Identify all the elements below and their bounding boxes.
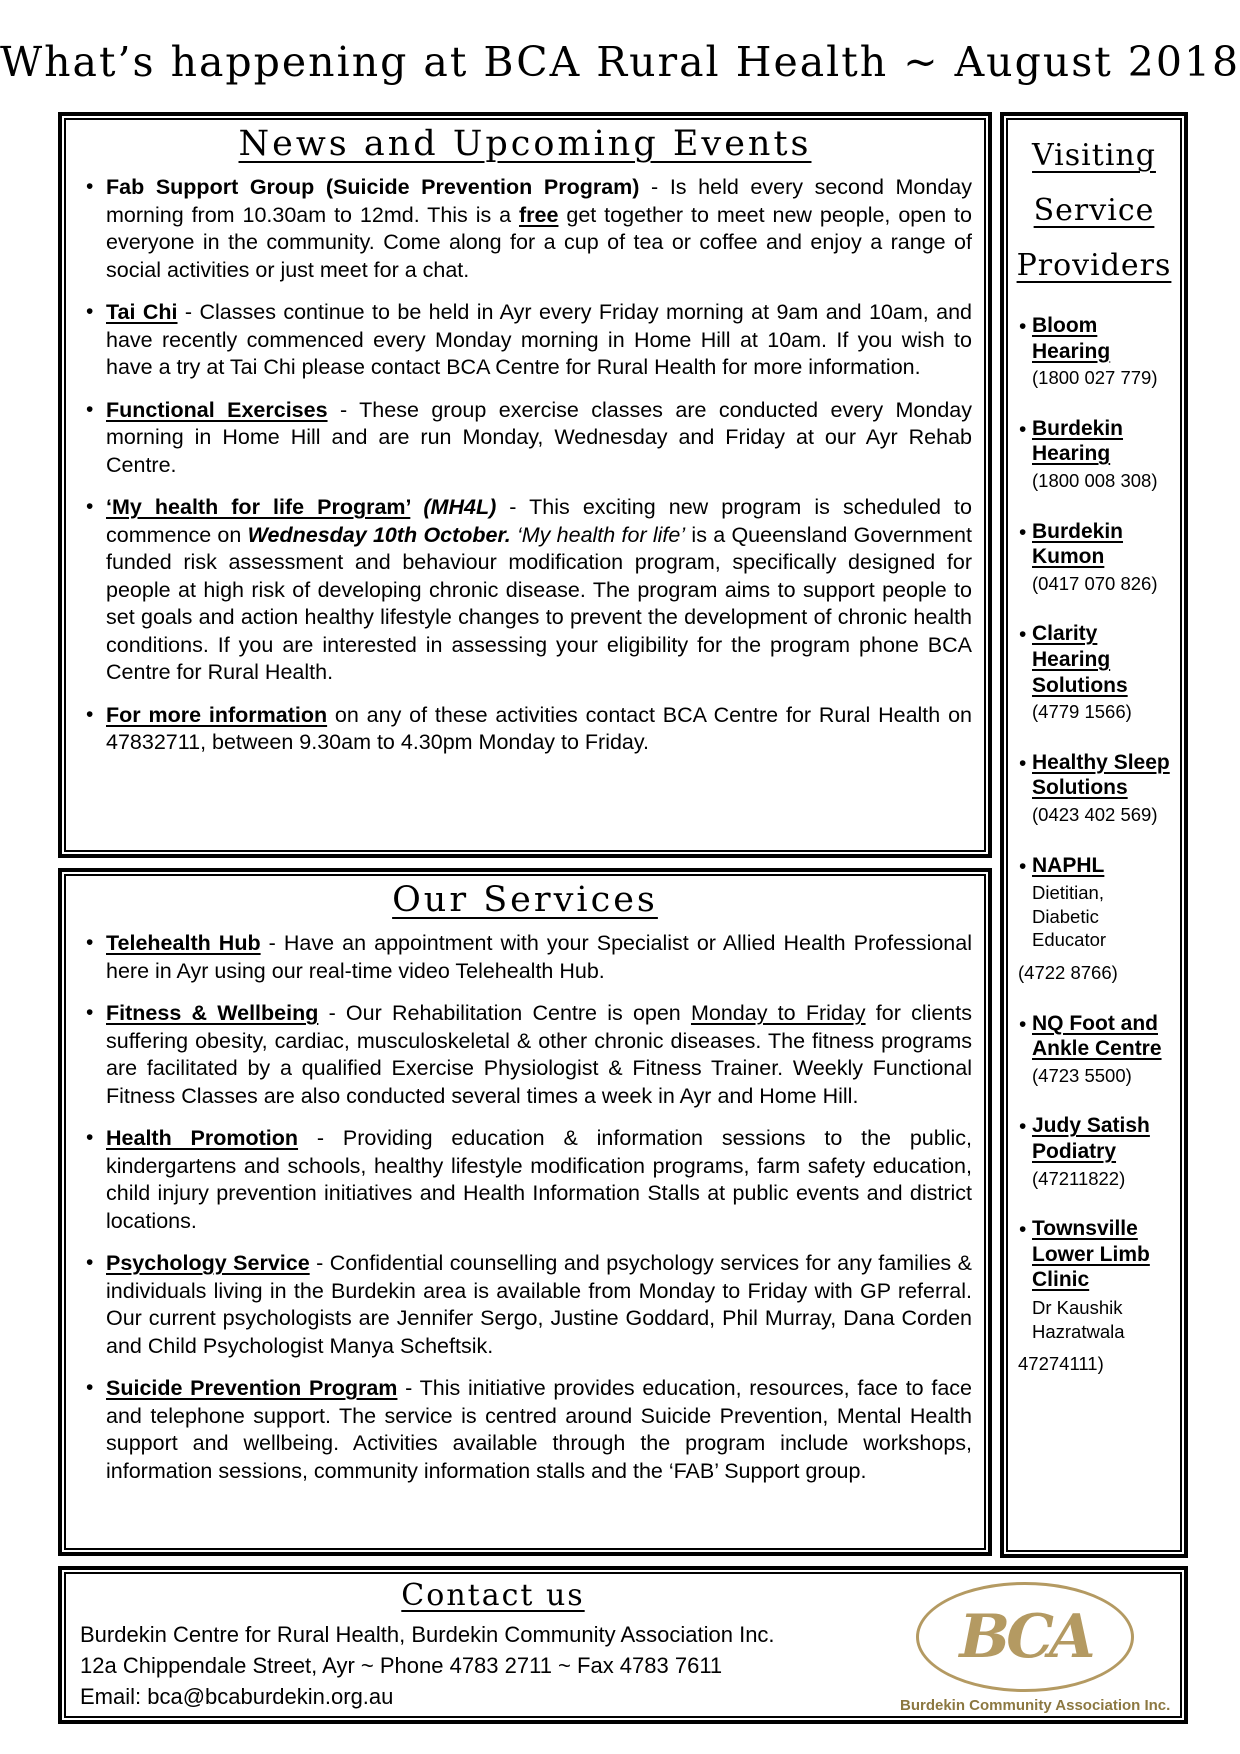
news-heading-text: News and Upcoming Events: [238, 124, 812, 164]
provider-item: [1018, 853, 1172, 985]
text-run: ‘My health for life’: [516, 522, 686, 547]
provider-name: NAPHL: [1032, 853, 1105, 877]
text-run: Fab Support Group (Suicide Prevention Program): [106, 175, 640, 199]
bca-logo-text: BCA: [959, 1602, 1091, 1672]
text-run: - Our Rehabilitation Centre is open: [318, 1001, 691, 1026]
provider-name: Townsville Lower Limb Clinic: [1032, 1217, 1150, 1292]
provider-name: Healthy Sleep Solutions: [1032, 750, 1170, 800]
provider-item: [1032, 1113, 1172, 1190]
news-list: [66, 174, 984, 757]
provider-item: [1032, 519, 1172, 596]
provider-subtitle: Dietitian, Diabetic Educator: [1032, 882, 1107, 951]
services-heading: [66, 880, 984, 920]
main-column: [58, 112, 992, 1556]
news-item: [106, 397, 972, 480]
news-heading: [66, 124, 984, 164]
provider-subtitle: Dr Kaushik Hazratwala: [1032, 1297, 1125, 1342]
text-run: free: [519, 202, 559, 227]
news-item: [106, 494, 972, 687]
service-item: [106, 930, 972, 985]
provider-phone: (4779 1566): [1032, 701, 1132, 723]
provider-item: [1032, 750, 1172, 827]
text-run: [410, 495, 423, 519]
visiting-providers-box: [1000, 112, 1188, 1558]
text-run: - These group exercise classes are conducted every Monday morning in Home Hill and are run Monday, Wednesday and Friday at our Ayr Rehab Centre.: [106, 397, 972, 477]
contact-line-email: Email: bca@bcaburdekin.org.au: [80, 1684, 394, 1710]
text-run: - Providing education & information sessions to the public, kindergartens and schools, healthy lifestyle modification programs, farm safety education, child injury prevention initiatives and Health Information Stalls at public events and district locations.: [106, 1126, 973, 1233]
text-run: - Have an appointment with your Specialist or Allied Health Professional here in Ayr using our real-time video Telehealth Hub.: [106, 931, 972, 983]
text-run: - Confidential counselling and psychology services for any families & individuals living in the Burdekin area is available from Monday to Friday with GP referral. Our current psychologists are Jennifer Sergo, Justine Goddard, Phil Murray, Dana Corden and Child Psychologist Manya Scheftsik.: [106, 1251, 972, 1358]
visiting-providers-inner: [1006, 118, 1182, 1552]
text-run: - Classes continue to be held in Ayr every Friday morning at 9am and 10am, and have recently commenced every Monday morning in Home Hill at 10am. If you wish to have a try at Tai Chi please contact BCA Centre for Rural Health for more information.: [106, 300, 972, 380]
contact-line-org: Burdekin Centre for Rural Health, Burdekin Community Association Inc.: [80, 1622, 775, 1647]
contact-box: [58, 1566, 1188, 1724]
news-box-inner: [64, 118, 986, 852]
news-item: [106, 299, 972, 382]
contact-line-address-phone: 12a Chippendale Street, Ayr ~ Phone 4783 2711 ~ Fax 4783 7611: [80, 1653, 723, 1679]
text-run: - This initiative provides education, resources, face to face and telephone support. The service is centred around Suicide Prevention, Mental Health support and wellbeing. Activities available through the program include workshops, information sessions, community information stalls and the ‘FAB’ Support group.: [106, 1376, 972, 1483]
text-run: Tai Chi: [106, 300, 178, 325]
news-box: [58, 112, 992, 858]
sidebar-heading-line: Visiting: [1032, 138, 1156, 173]
provider-name: NQ Foot and Ankle Centre: [1032, 1011, 1162, 1061]
provider-phone: 47274111): [1018, 1353, 1104, 1375]
text-run: - Is held every second Monday morning from 10.30am to 12md. This is a: [106, 175, 973, 227]
text-run: Suicide Prevention Program: [106, 1376, 398, 1401]
sidebar-heading-line: Providers: [1016, 248, 1172, 283]
provider-phone: (4722 8766): [1018, 962, 1118, 984]
text-run: Functional Exercises: [106, 397, 328, 422]
contact-heading-text: Contact us: [401, 1578, 585, 1613]
provider-name: Burdekin Kumon: [1032, 519, 1124, 569]
text-run: - This exciting new program is scheduled to commence on: [106, 495, 972, 547]
sidebar-heading: [1008, 138, 1180, 283]
services-box: [58, 868, 992, 1556]
provider-name: Burdekin Hearing: [1032, 416, 1124, 466]
provider-phone: (0417 070 826): [1032, 572, 1158, 594]
bca-logo: [900, 1582, 1171, 1714]
text-run: For more information: [106, 702, 328, 727]
provider-name: Judy Satish Podiatry: [1032, 1114, 1150, 1164]
provider-phone: (4723 5500): [1032, 1064, 1132, 1086]
provider-name: Clarity Hearing Solutions: [1032, 622, 1128, 697]
provider-item: [1032, 416, 1172, 493]
provider-item: [1032, 621, 1172, 723]
contact-content: [66, 1574, 1180, 1716]
provider-name: Bloom Hearing: [1032, 314, 1111, 363]
text-run: Wednesday 10th October.: [247, 522, 511, 547]
service-item: [106, 1375, 972, 1485]
service-item: [106, 1250, 972, 1360]
text-run: get together to meet new people, open to everyone in the community. Come along for a cup of tea or coffee and enjoy a range of social activities or just meet for a chat.: [106, 202, 972, 282]
news-item: [106, 702, 972, 757]
provider-phone: (47211822): [1032, 1167, 1126, 1189]
service-item: [106, 1125, 972, 1235]
text-run: is a Queensland Government funded risk assessment and behaviour modification program, specifically designed for people at high risk of developing chronic disease. The program aims to support people to set goals and action healthy lifestyle changes to prevent the development of chronic health conditions. If you are interested in assessing your eligibility for the program phone BCA Centre for Rural Health.: [106, 522, 972, 685]
providers-list: [1008, 313, 1180, 1376]
page-title: What’s happening at BCA Rural Health ~ August 2018: [0, 38, 1240, 86]
text-run: Telehealth Hub: [106, 931, 261, 955]
text-run: Fitness & Wellbeing: [106, 1001, 319, 1026]
services-heading-text: Our Services: [392, 880, 658, 920]
news-item: [106, 174, 972, 284]
bca-logo-ellipse: [916, 1582, 1134, 1692]
provider-phone: (0423 402 569): [1032, 803, 1158, 825]
bca-logo-caption: Burdekin Community Association Inc.: [900, 1697, 1171, 1714]
text-run: ‘My health for life Program’: [106, 495, 411, 520]
text-run: Psychology Service: [106, 1251, 310, 1276]
provider-item: [1018, 1216, 1172, 1376]
services-box-inner: [64, 874, 986, 1550]
provider-phone: (1800 008 308): [1032, 470, 1158, 491]
sidebar-heading-line: Service: [1033, 193, 1155, 228]
text-run: (MH4L): [423, 495, 497, 520]
provider-item: [1032, 1011, 1172, 1088]
provider-item: [1032, 313, 1172, 390]
contact-box-frame: [64, 1572, 1182, 1718]
provider-phone: (1800 027 779): [1032, 367, 1158, 389]
text-run: Health Promotion: [106, 1126, 299, 1151]
services-list: [66, 930, 984, 1485]
contact-heading: [80, 1578, 906, 1613]
text-run: for clients suffering obesity, cardiac, musculoskeletal & other chronic diseases. The fitness programs are facilitated by a qualified Exercise Physiologist & Fitness Trainer. Weekly Functional Fitness Classes are also conducted several times a week in Ayr and Home Hill.: [106, 1001, 973, 1108]
service-item: [106, 1000, 972, 1110]
text-run: Monday to Friday: [690, 1001, 866, 1026]
text-run: on any of these activities contact BCA Centre for Rural Health on 47832711, between 9.30am to 4.30pm Monday to Friday.: [106, 702, 972, 755]
